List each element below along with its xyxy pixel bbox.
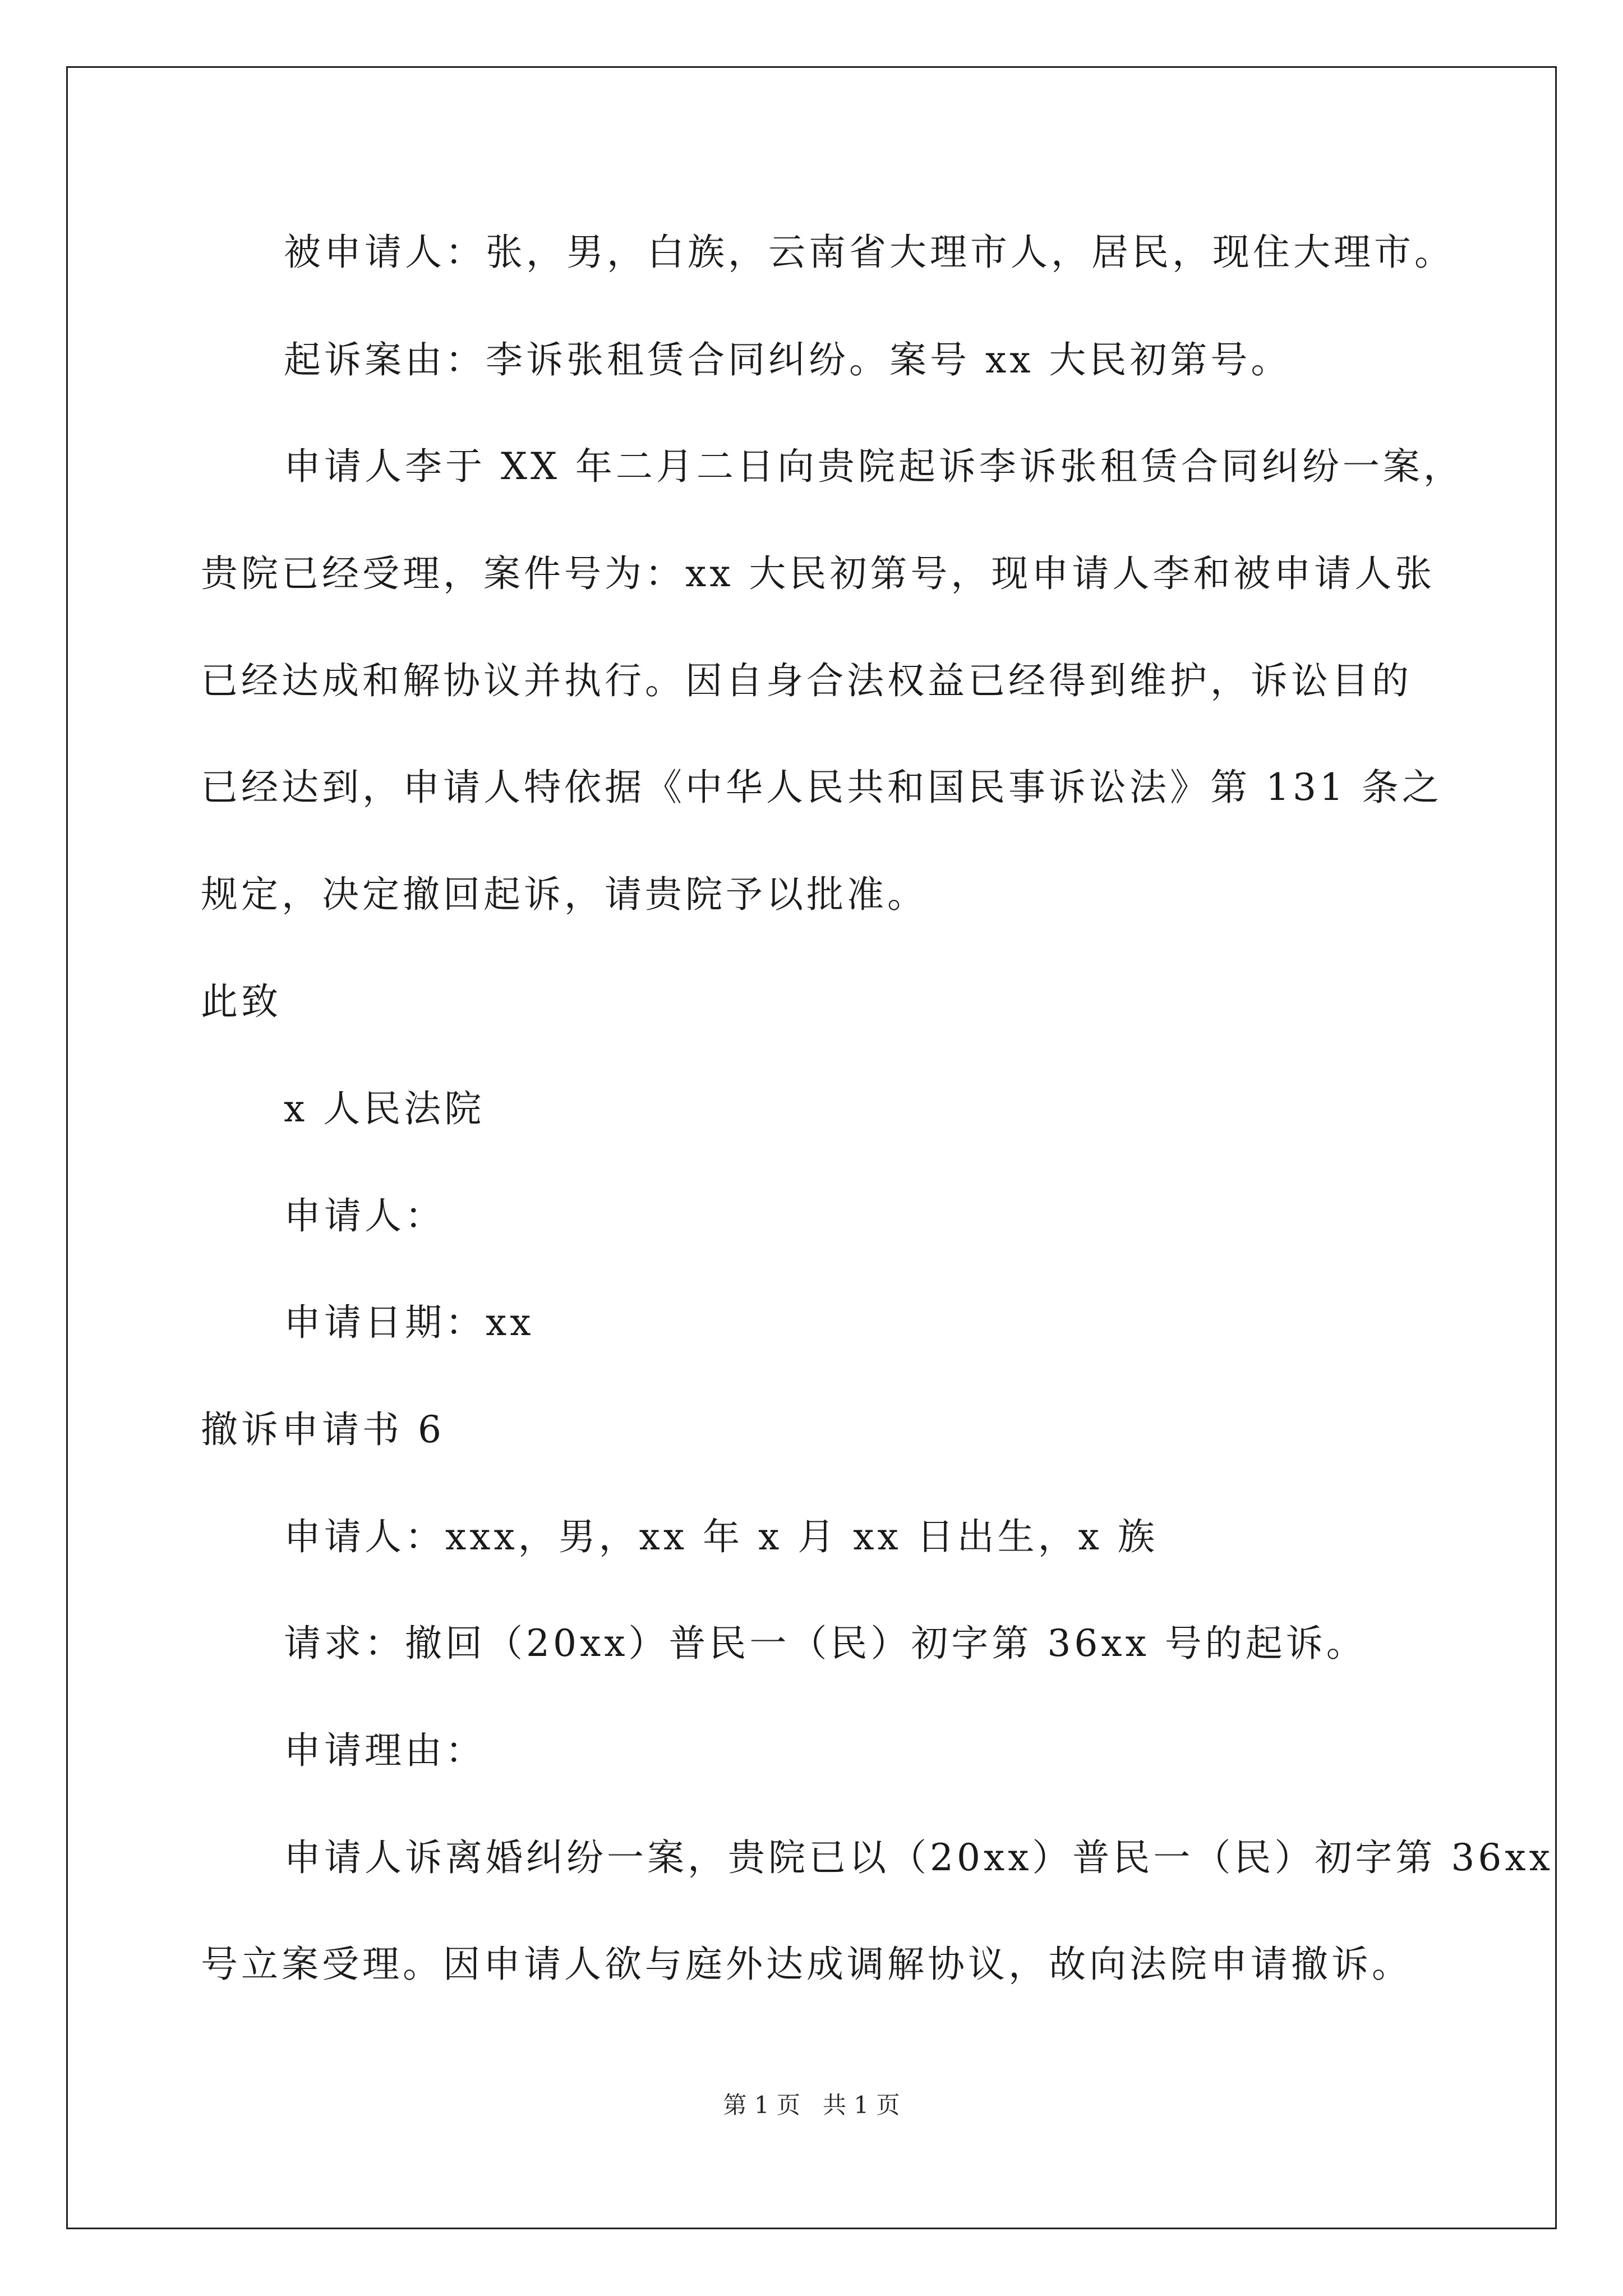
page-footer: 第 1 页 共 1 页 (723, 2091, 900, 2119)
body-line-5: 规定，决定撤回起诉，请贵院予以批准。 (201, 873, 928, 916)
salutation: 此致 (201, 980, 282, 1023)
applicant-signature: 申请人： (284, 1194, 445, 1237)
page-border (66, 66, 1557, 2229)
reason-label: 申请理由： (284, 1729, 486, 1772)
applicant-info: 申请人：xxx，男，xx 年 x 月 xx 日出生，x 族 (284, 1515, 1158, 1558)
reason-line-1: 申请人诉离婚纠纷一案，贵院已以（20xx）普民一（民）初字第 36xx (284, 1836, 1553, 1879)
body-line-4: 已经达到，申请人特依据《中华人民共和国民事诉讼法》第 131 条之 (201, 766, 1442, 809)
apply-date: 申请日期：xx (284, 1301, 534, 1344)
reason-line-2: 号立案受理。因申请人欲与庭外达成调解协议，故向法院申请撤诉。 (201, 1943, 1412, 1986)
body-line-2: 贵院已经受理，案件号为：xx 大民初第号，现申请人李和被申请人张 (201, 552, 1436, 595)
respondent-paragraph: 被申请人：张，男，白族，云南省大理市人，居民，现住大理市。 (284, 231, 1455, 274)
section-title: 撤诉申请书 6 (201, 1408, 445, 1451)
cause-paragraph: 起诉案由：李诉张租赁合同纠纷。案号 xx 大民初第号。 (284, 338, 1292, 381)
request-paragraph: 请求：撤回（20xx）普民一（民）初字第 36xx 号的起诉。 (284, 1622, 1367, 1665)
court-name: x 人民法院 (284, 1087, 485, 1130)
body-line-1: 申请人李于 XX 年二月二日向贵院起诉李诉张租赁合同纠纷一案， (284, 445, 1464, 488)
body-line-3: 已经达成和解协议并执行。因自身合法权益已经得到维护，诉讼目的 (201, 659, 1412, 702)
